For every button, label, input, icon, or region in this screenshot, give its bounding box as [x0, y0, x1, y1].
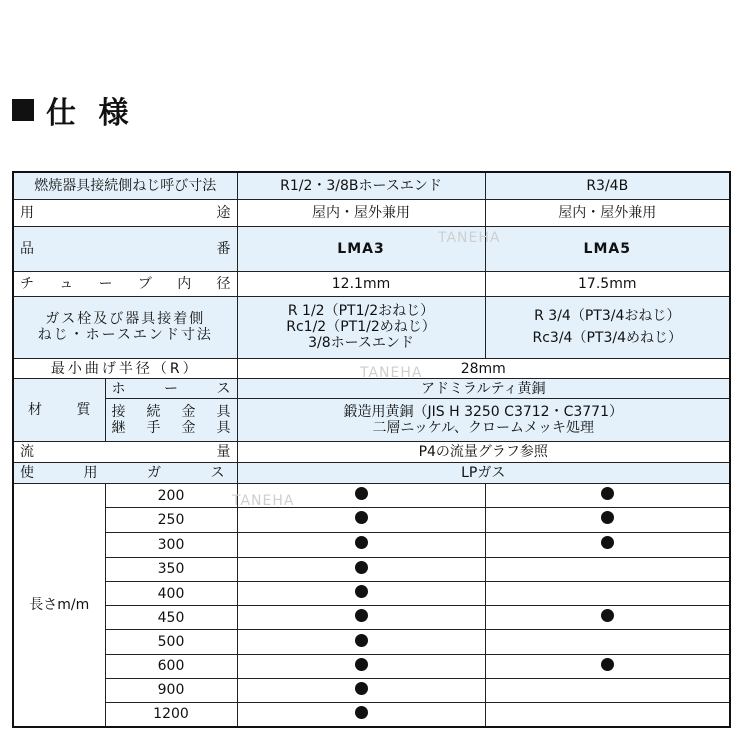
- filled-circle-icon: [355, 487, 368, 500]
- material-label: 材 質: [13, 379, 105, 442]
- length-value: 500: [105, 630, 237, 654]
- length-row: [13, 678, 730, 702]
- lma5-tube-diameter: 17.5mm: [485, 272, 730, 296]
- filled-circle-icon: [601, 487, 614, 500]
- hose-material-value: アドミラルティ黄銅: [237, 379, 730, 399]
- tube-diameter-label: チ ュ ー ブ 内 径: [13, 272, 237, 296]
- filled-circle-icon: [355, 536, 368, 549]
- length-row: [13, 703, 730, 727]
- filled-circle-icon: [355, 682, 368, 695]
- lma5-availability: [485, 532, 730, 557]
- length-value: 600: [105, 654, 237, 678]
- lma5-availability: [485, 582, 730, 606]
- lma3-availability: [237, 606, 485, 630]
- row-connection-thread: [13, 172, 730, 199]
- lma5-availability: [485, 703, 730, 727]
- min-bend-radius-label: 最小曲げ半径（R）: [13, 359, 237, 379]
- length-label: 長さm/m: [13, 484, 105, 727]
- lma5-usage: 屋内・屋外兼用: [485, 199, 730, 226]
- fittings-material-value: 鍛造用黄銅（JIS H 3250 C3712・C3771） 二層ニッケル、クロームメッキ処理: [237, 399, 730, 441]
- lma3-usage: 屋内・屋外兼用: [237, 199, 485, 226]
- length-row: [13, 582, 730, 606]
- length-row: [13, 606, 730, 630]
- lma3-availability: [237, 630, 485, 654]
- flow-value: P4の流量グラフ参照: [237, 441, 730, 462]
- length-row: [13, 508, 730, 532]
- length-row: [13, 484, 730, 508]
- row-material-hose: [13, 379, 730, 399]
- lma3-connection-thread: R1/2・3/8Bホースエンド: [237, 172, 485, 199]
- length-value: 200: [105, 484, 237, 508]
- row-flow: [13, 441, 730, 462]
- section-title: 仕 様: [46, 96, 135, 131]
- filled-circle-icon: [355, 585, 368, 598]
- lma3-availability: [237, 508, 485, 532]
- gas-type-label: 使 用 ガ ス: [13, 463, 237, 484]
- length-row: [13, 557, 730, 581]
- lma3-availability: [237, 582, 485, 606]
- length-value: 350: [105, 557, 237, 581]
- lma3-availability: [237, 532, 485, 557]
- row-usage: [13, 199, 730, 226]
- row-gas-type: [13, 463, 730, 484]
- lma5-availability: [485, 557, 730, 581]
- row-material-fittings: [13, 399, 730, 441]
- length-row: [13, 654, 730, 678]
- filled-circle-icon: [601, 536, 614, 549]
- lma5-availability: [485, 678, 730, 702]
- row-product-number: [13, 226, 730, 271]
- row-tube-diameter: [13, 272, 730, 296]
- row-thread-dimensions: [13, 296, 730, 359]
- min-bend-radius-value: 28mm: [237, 359, 730, 379]
- filled-circle-icon: [601, 511, 614, 524]
- length-value: 300: [105, 532, 237, 557]
- lma5-thread-dimensions: R 3/4（PT3/4おねじ） Rc3/4（PT3/4めねじ）: [485, 296, 730, 359]
- filled-circle-icon: [355, 634, 368, 647]
- lma5-availability: [485, 606, 730, 630]
- length-value: 900: [105, 678, 237, 702]
- thread-dimensions-label: ガス栓及び器具接着側 ねじ・ホースエンド寸法: [13, 296, 237, 359]
- lma5-availability: [485, 654, 730, 678]
- filled-circle-icon: [601, 609, 614, 622]
- watermark: TANEHA: [438, 230, 501, 246]
- square-bullet-icon: [12, 99, 34, 121]
- lma3-availability: [237, 557, 485, 581]
- length-value: 250: [105, 508, 237, 532]
- length-value: 450: [105, 606, 237, 630]
- section-heading: [12, 88, 134, 132]
- watermark: TANEHA: [232, 493, 295, 509]
- lma5-product-number: LMA5: [485, 226, 730, 271]
- lma3-product-number: LMA3: [237, 226, 485, 271]
- flow-label: 流 量: [13, 441, 237, 462]
- length-row: [13, 630, 730, 654]
- fittings-label: 接 続 金 具 継 手 金 具: [105, 399, 237, 441]
- filled-circle-icon: [355, 609, 368, 622]
- filled-circle-icon: [601, 658, 614, 671]
- lma3-thread-dimensions: R 1/2（PT1/2おねじ） Rc1/2（PT1/2めねじ） 3/8ホースエンド: [237, 296, 485, 359]
- watermark: TANEHA: [360, 365, 423, 381]
- lma3-availability: [237, 678, 485, 702]
- lma5-connection-thread: R3/4B: [485, 172, 730, 199]
- lma3-availability: [237, 703, 485, 727]
- product-number-label: 品 番: [13, 226, 237, 271]
- lma5-availability: [485, 508, 730, 532]
- length-value: 400: [105, 582, 237, 606]
- lma5-availability: [485, 630, 730, 654]
- usage-label: 用 途: [13, 199, 237, 226]
- filled-circle-icon: [355, 658, 368, 671]
- filled-circle-icon: [355, 706, 368, 719]
- gas-type-value: LPガス: [237, 463, 730, 484]
- lma5-availability: [485, 484, 730, 508]
- hose-label: ホ ー ス: [105, 379, 237, 399]
- lma3-tube-diameter: 12.1mm: [237, 272, 485, 296]
- connection-thread-label: 燃焼器具接続側ねじ呼び寸法: [13, 172, 237, 199]
- spec-table: [12, 171, 731, 728]
- length-row: [13, 532, 730, 557]
- lma3-availability: [237, 654, 485, 678]
- filled-circle-icon: [355, 511, 368, 524]
- length-value: 1200: [105, 703, 237, 727]
- filled-circle-icon: [355, 561, 368, 574]
